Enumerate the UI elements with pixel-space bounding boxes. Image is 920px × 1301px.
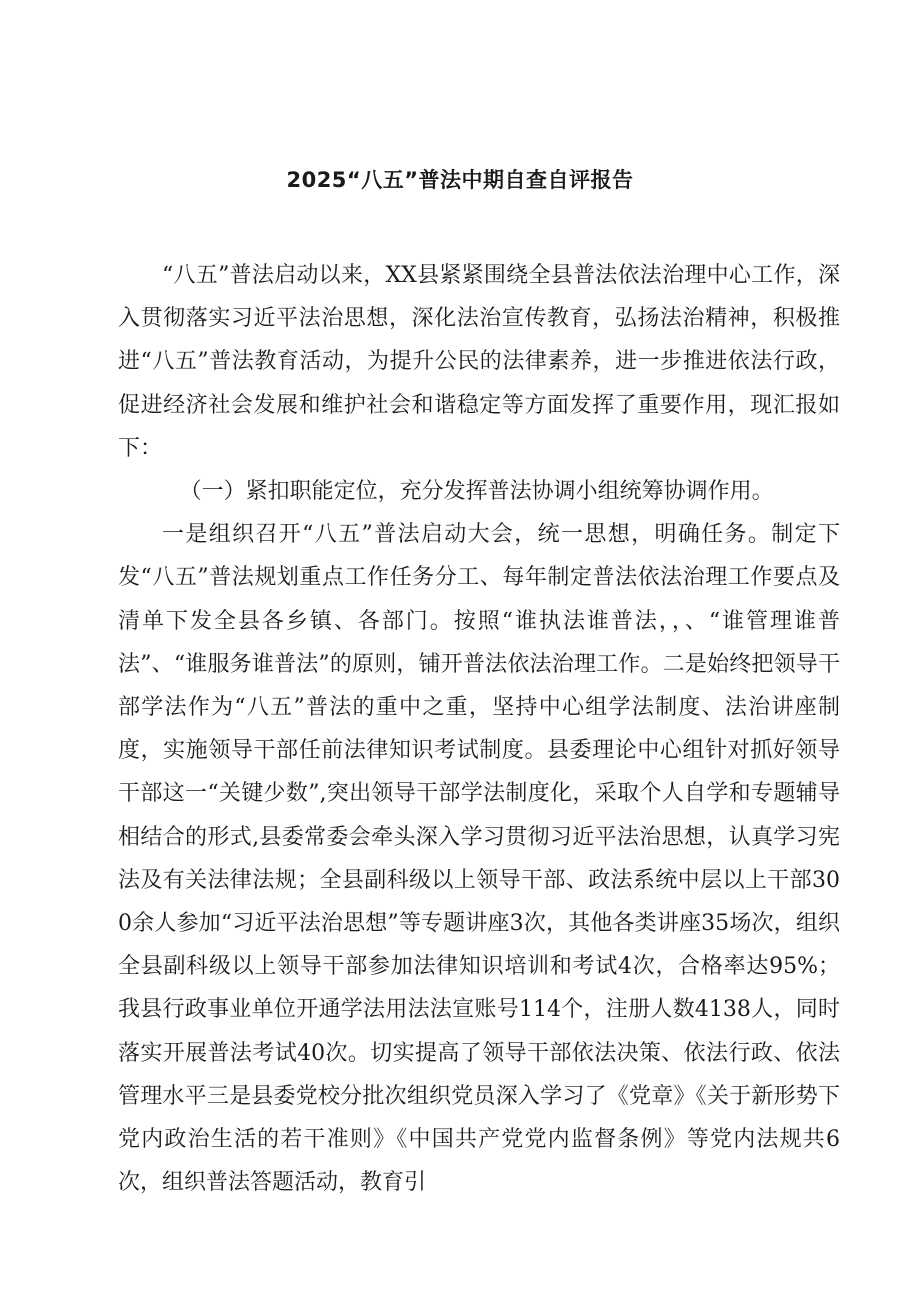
paragraph-intro: “八五”普法启动以来，XX县紧紧围绕全县普法依法治理中心工作，深入贯彻落实习近平法治思想，深化法治宣传教育，弘扬法治精神，积极推进“八五”普法教育活动，为提升公民的法律素养，进一步推进依法行政，促进经济社会发展和维护社会和谐稳定等方面发挥了重要作用，现汇报如下： <box>118 263 840 461</box>
paragraph-section-1: 一是组织召开“八五”普法启动大会，统一思想，明确任务。制定下发“八五”普法规划重点工作任务分工、每年制定普法依法治理工作要点及清单下发全县各乡镇、各部门。按照“谁执法谁普法，，、“谁管理谁普法”、“谁服务谁普法”的原则，铺开普法依法治理工作。二是始终把领导干部学法作为“八五”普法的重中之重，坚持中心组学法制度、法治讲座制度，实施领导干部任前法律知识考试制度。县委理论中心组针对抓好领导干部这一“关键少数”,突出领导干部学法制度化，采取个人自学和专题辅导相结合的形式,县委常委会牵头深入学习贯彻习近平法治思想，认真学习宪法及有关法律法规；全县副科级以上领导干部、政法系统中层以上干部300余人参加“习近平法治思想”等专题讲座3次，其他各类讲座35场次，组织全县副科级以上领导干部参加法律知识培训和考试4次，合格率达95%；我县行政事业单位开通学法用法法宣账号114个，注册人数4138人，同时落实开展普法考试40次。切实提高了领导干部依法决策、依法行政、依法管理水平三是县委党校分批次组织党员深入学习了《党章》《关于新形势下党内政治生活的若干准则》《中国共产党党内监督条例》等党内法规共6次，组织普法答题活动，教育引 <box>118 522 840 1196</box>
document-title: 2025“八五”普法中期自查自评报告 <box>286 168 634 192</box>
document-body <box>118 254 840 1204</box>
section-heading-1: （一）紧扣职能定位，充分发挥普法协调小组统筹协调作用。 <box>179 479 774 505</box>
